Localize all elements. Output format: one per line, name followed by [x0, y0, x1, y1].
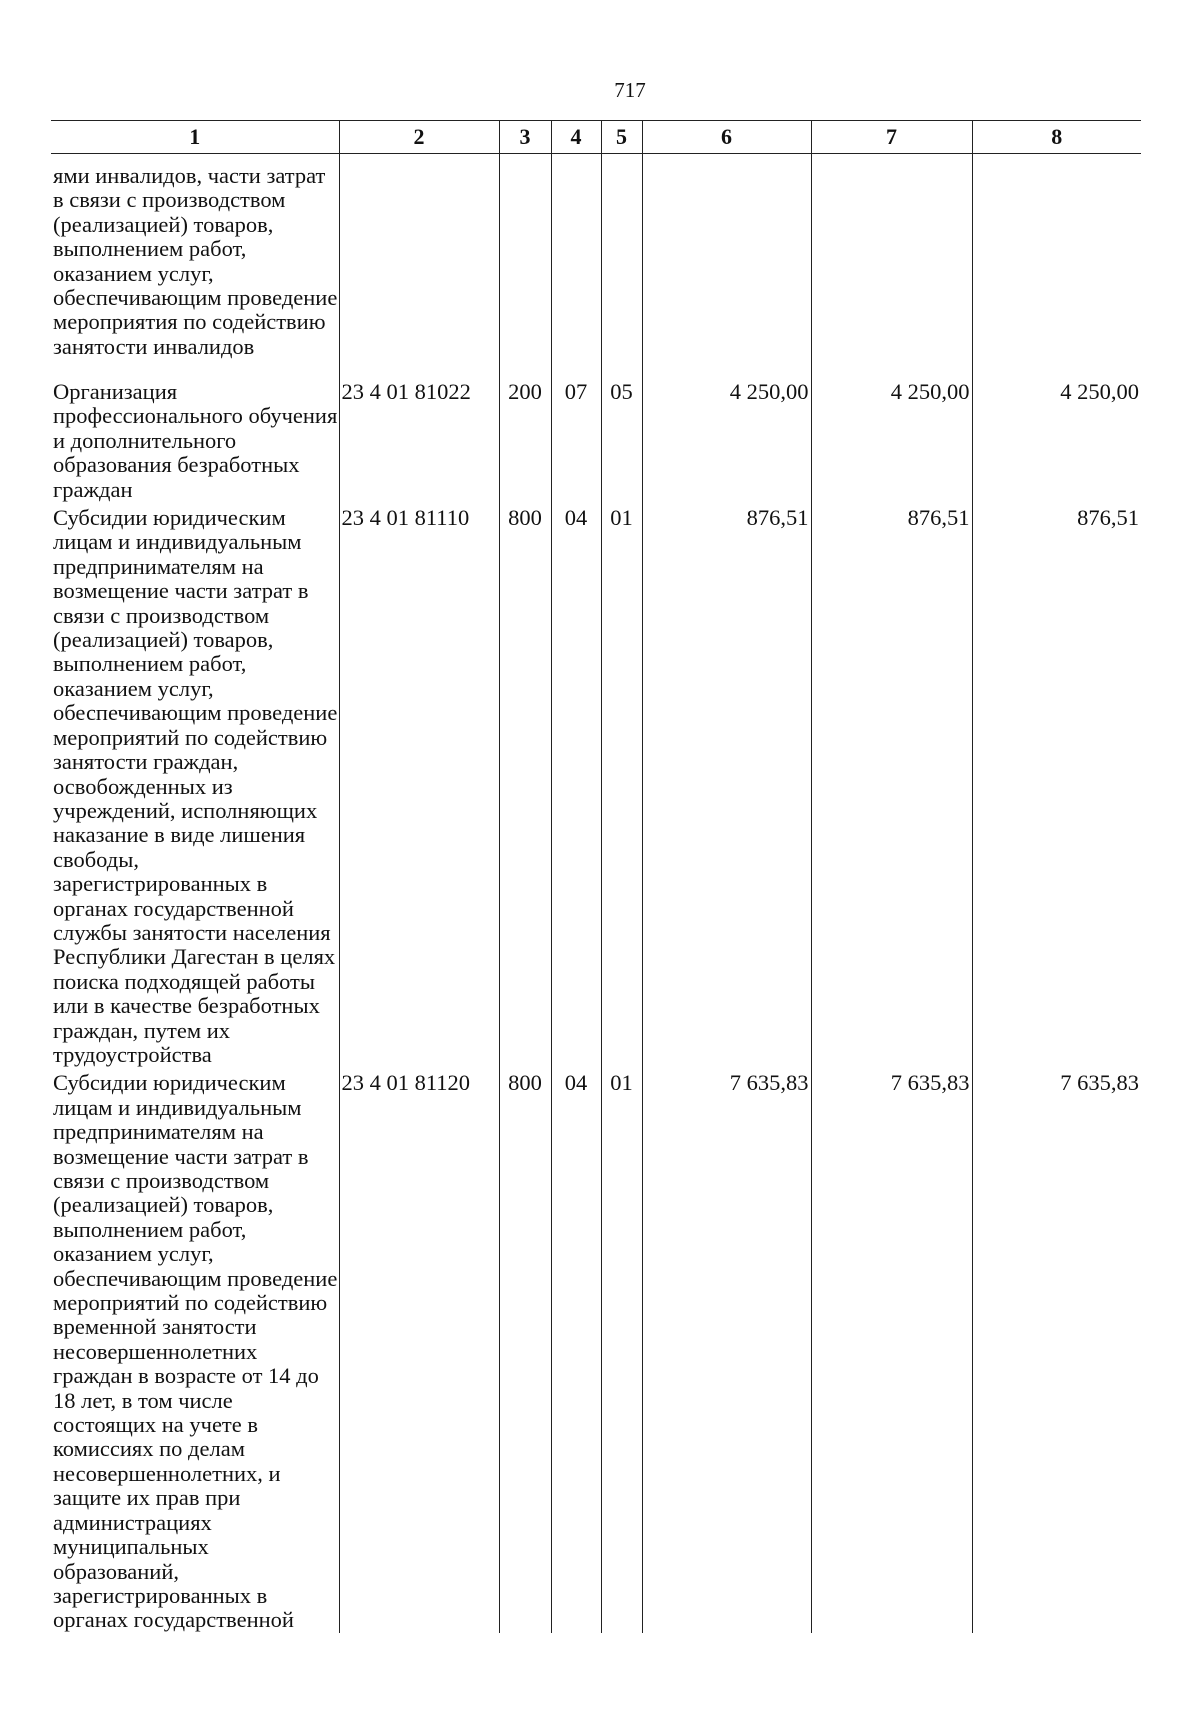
- row-col-3: 200: [499, 376, 551, 502]
- row-col-5: 01: [601, 502, 642, 1067]
- row-col-3: 800: [499, 1067, 551, 1632]
- row-code: 23 4 01 81120: [339, 1067, 499, 1632]
- row-col-4: 07: [551, 376, 601, 502]
- row-col-7: [811, 154, 972, 377]
- row-code: 23 4 01 81110: [339, 502, 499, 1067]
- row-col-3: [499, 154, 551, 377]
- row-name: Организация профессионального обучения и дополнительного образования безработных граждан: [53, 379, 338, 502]
- row-col-4: 04: [551, 502, 601, 1067]
- column-header-2: 2: [339, 121, 499, 154]
- page-number: 717: [614, 78, 646, 102]
- row-code: 23 4 01 81022: [339, 376, 499, 502]
- row-col-6: 7 635,83: [642, 1067, 811, 1632]
- row-name: Субсидии юридическим лицам и индивидуальным предпринимателям на возмещение части затрат в связи с производством (реализацией) товаров, выполнением работ, оказанием услуг, обеспечивающим проведение мероприятий по содействию временной занятости несовершеннолетних граждан в возрасте от 14 до 18 лет, в том числе состоящих на учете в комиссиях по делам несовершеннолетних, и защите их прав при администрациях муниципальных образований, зарегистрированных в органах государственной: [53, 1070, 338, 1633]
- row-col-8: 4 250,00: [972, 376, 1141, 502]
- budget-table: [51, 120, 1141, 1633]
- row-col-7: 7 635,83: [811, 1067, 972, 1632]
- row-col-6: [642, 154, 811, 377]
- row-name: ями инвалидов, части затрат в связи с производством (реализацией) товаров, выполнением работ, оказанием услуг, обеспечивающим проведение мероприятия по содействию занятости инвалидов: [53, 163, 338, 359]
- row-col-6: 4 250,00: [642, 376, 811, 502]
- row-col-8: 876,51: [972, 502, 1141, 1067]
- row-col-6: 876,51: [642, 502, 811, 1067]
- row-col-4: 04: [551, 1067, 601, 1632]
- row-col-5: [601, 154, 642, 377]
- table-header-row: [51, 121, 1141, 154]
- budget-table-container: [51, 120, 1141, 1633]
- row-col-7: 876,51: [811, 502, 972, 1067]
- table-row: [51, 376, 1141, 502]
- row-col-5: 05: [601, 376, 642, 502]
- table-row: [51, 502, 1141, 1067]
- row-col-8: [972, 154, 1141, 377]
- row-col-7: 4 250,00: [811, 376, 972, 502]
- row-col-4: [551, 154, 601, 377]
- row-col-5: 01: [601, 1067, 642, 1632]
- column-header-1: 1: [51, 121, 339, 154]
- row-col-8: 7 635,83: [972, 1067, 1141, 1632]
- column-header-4: 4: [551, 121, 601, 154]
- column-header-8: 8: [972, 121, 1141, 154]
- column-header-6: 6: [642, 121, 811, 154]
- column-header-3: 3: [499, 121, 551, 154]
- table-row: [51, 154, 1141, 377]
- row-name: Субсидии юридическим лицам и индивидуальным предпринимателям на возмещение части затрат в связи с производством (реализацией) товаров, выполнением работ, оказанием услуг, обеспечивающим проведение мероприятий по содействию занятости граждан, освобожденных из учреждений, исполняющих наказание в виде лишения свободы, зарегистрированных в органах государственной службы занятости населения Республики Дагестан в целях поиска подходящей работы или в качестве безработных граждан, путем их трудоустройства: [53, 505, 338, 1067]
- row-col-3: 800: [499, 502, 551, 1067]
- column-header-7: 7: [811, 121, 972, 154]
- column-header-5: 5: [601, 121, 642, 154]
- table-row: [51, 1067, 1141, 1632]
- row-code: [339, 154, 499, 377]
